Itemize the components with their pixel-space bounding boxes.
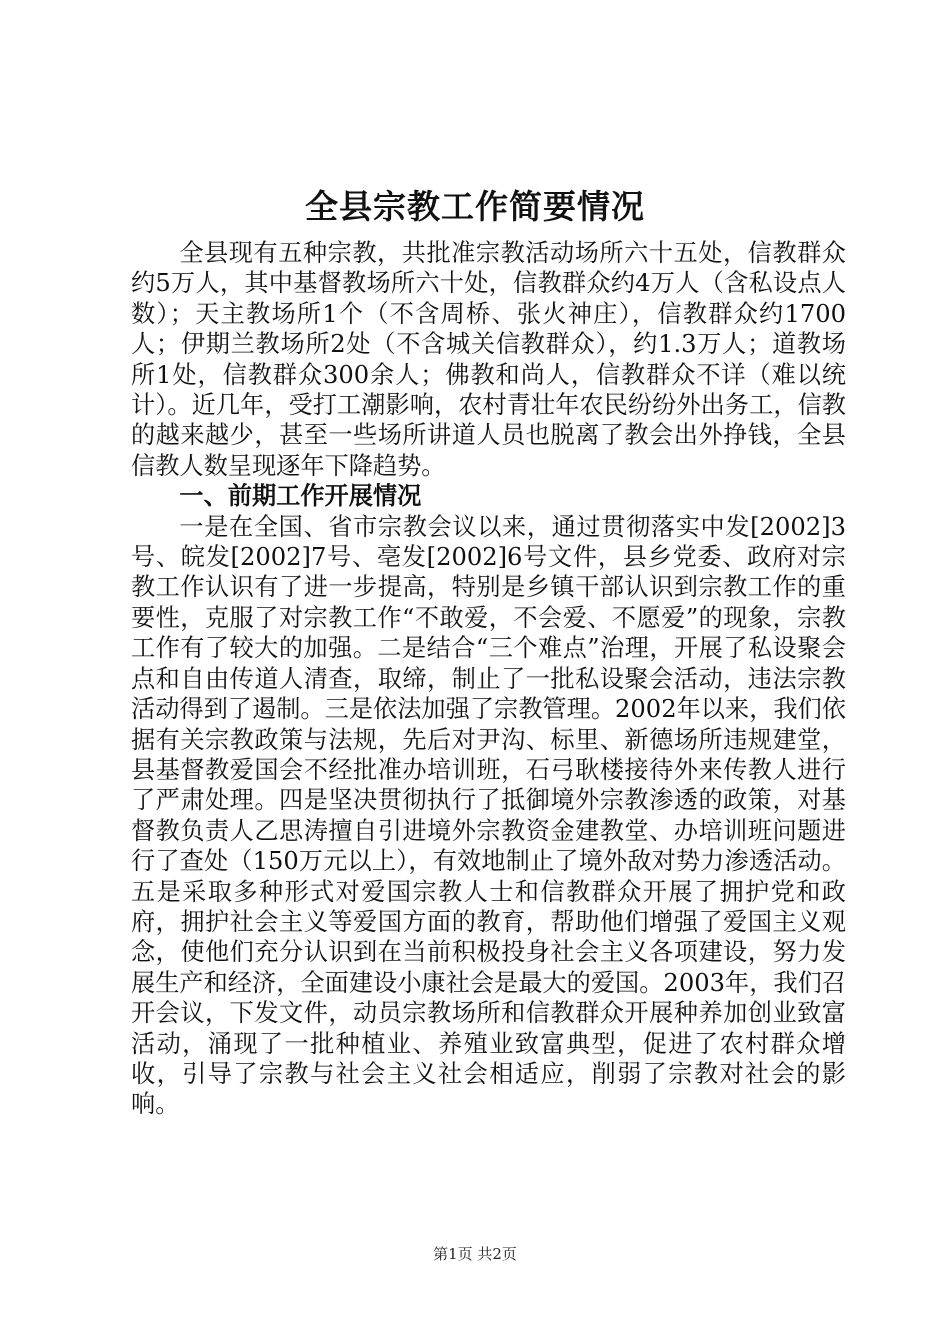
page-footer: 第1页 共2页 — [433, 1245, 517, 1263]
section-paragraph: 一是在全国、省市宗教会议以来，通过贯彻落实中发[2002]3号、皖发[2002]7号、亳发[2002]6号文件，县乡党委、政府对宗教工作认识有了进一步提高，特别是乡镇干部认识到宗教工作的重要性，克服了对宗教工作“不敢爱，不会爱、不愿爱”的现象，宗教工作有了较大的加强。二是结合“三个难点”治理，开展了私设聚会点和自由传道人清查，取缔，制止了一批私设聚会活动，违法宗教活动得到了遏制。三是依法加强了宗教管理。2002年以来，我们依据有关宗教政策与法规，先后对尹沟、标里、新德场所违规建堂，县基督教爱国会不经批准办培训班，石弓耿楼接待外来传教人进行了严肃处理。四是坚决贯彻执行了抵御境外宗教渗透的政策，对基督教负责人乙思涛擅自引进境外宗教资金建教堂、办培训班问题进行了查处（150万元以上），有效地制止了境外敌对势力渗透活动。五是采取多种形式对爱国宗教人士和信教群众开展了拥护党和政府，拥护社会主义等爱国方面的教育，帮助他们增强了爱国主义观念，使他们充分认识到在当前积极投身社会主义各项建设，努力发展生产和经济，全面建设小康社会是最大的爱国。2003年，我们召开会议，下发文件，动员宗教场所和信教群众开展种养加创业致富活动，涌现了一批种植业、养殖业致富典型，促进了农村群众增收，引导了宗教与社会主义社会相适应，削弱了宗教对社会的影响。 — [131, 512, 846, 1119]
section-heading: 一、前期工作开展情况 — [179, 482, 422, 511]
document-title: 全县宗教工作简要情况 — [305, 187, 645, 226]
document-body — [131, 238, 846, 1120]
intro-paragraph: 全县现有五种宗教，共批准宗教活动场所六十五处，信教群众约5万人，其中基督教场所六十处，信教群众约4万人（含私设点人数）；天主教场所1个（不含周桥、张火神庄），信教群众约1700人；伊期兰教场所2处（不含城关信教群众），约1.3万人；道教场所1处，信教群众300余人；佛教和尚人，信教群众不详（难以统计）。近几年，受打工潮影响，农村青壮年农民纷纷外出务工，信教的越来越少，甚至一些场所讲道人员也脱离了教会出外挣钱，全县信教人数呈现逐年下降趋势。 — [131, 239, 846, 480]
